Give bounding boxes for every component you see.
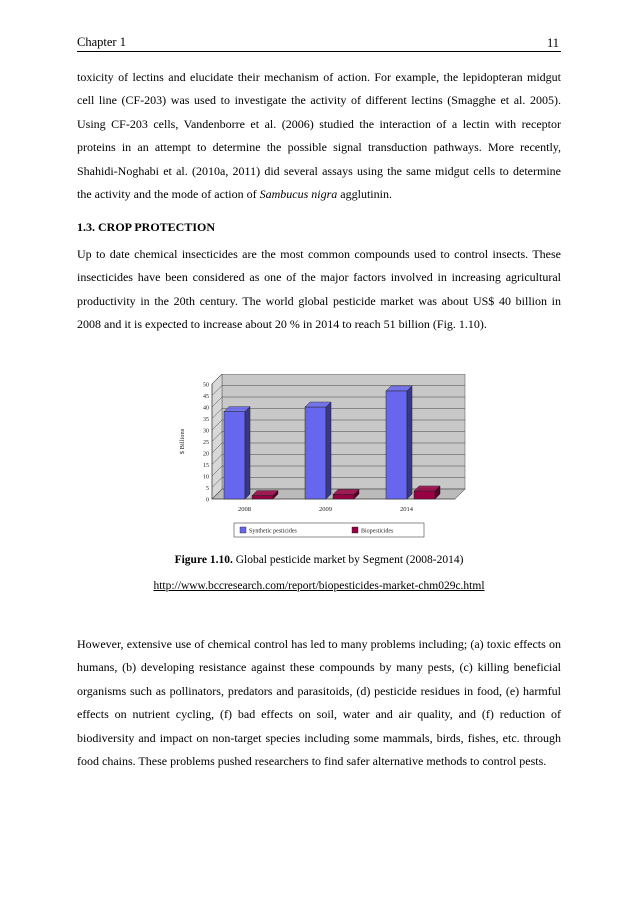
x-tick-label: 2008 (238, 506, 251, 513)
figure-caption (0, 554, 638, 566)
bar-top (414, 486, 440, 491)
y-tick-label: 40 (203, 405, 209, 412)
intro-text-end: agglutinin. (337, 187, 392, 202)
page-number: 11 (546, 36, 559, 50)
figure-caption-text: Global pesticide market by Segment (2008-2014) (232, 554, 464, 566)
bar-side (245, 407, 250, 499)
y-tick-label: 15 (203, 463, 209, 469)
bar-top (305, 402, 331, 407)
bar-side (326, 402, 331, 499)
y-tick-label: 50 (203, 382, 209, 389)
bar-top (386, 386, 412, 391)
pesticide-market-chart (176, 374, 466, 540)
bar-top (224, 407, 250, 412)
figure-source (0, 580, 638, 592)
figure-label: Figure 1.10. (174, 554, 233, 566)
bar-bio-front (252, 496, 273, 499)
header-rule (77, 51, 561, 52)
source-url-link[interactable]: http://www.bccresearch.com/report/biopesticides-market-chm029c.html (153, 580, 485, 592)
x-tick-label: 2009 (319, 506, 332, 513)
page-header (77, 33, 561, 53)
bar-top (333, 489, 359, 494)
bar-bio-front (414, 491, 435, 499)
legend-swatch (352, 527, 358, 533)
x-tick-label: 2014 (400, 506, 413, 513)
section-heading: 1.3. CROP PROTECTION (77, 220, 216, 234)
paragraph-problems: However, extensive use of chemical control has led to many problems including; (a) toxic effects on humans, (b) developing resistance against these compounds by many pests, (c) killing beneficial organisms such as pollinators, predators and parasitoids, (d) pesticide residues in food, (e) harmful effects on nutrient cycling, (f) bad effects on soil, water and air quality, and (f) reduction of biodiversity and impact on non-target species including some mammals, birds, fishes, etc. through food chains. These problems pushed researchers to find safer alternative methods to control pests. (77, 637, 561, 769)
y-tick-label: 25 (203, 440, 209, 446)
intro-text: toxicity of lectins and elucidate their mechanism of action. For example, the lepidopteran midgut cell line (CF-203) was used to investigate the activity of different lectins (Smagghe et al. 2005). Using CF-203 cells, Vandenborre et al. (2006) studied the interaction of a lectin with receptor proteins in an attempt to determine the possible signal transduction pathways. More recently, Shahidi-Noghabi et al. (2010a, 2011) did several assays using the same midgut cells to determine the activity and the mode of action of (77, 70, 561, 202)
y-tick-label: 10 (203, 474, 209, 481)
chapter-label: Chapter 1 (77, 35, 126, 49)
y-tick-label: 35 (203, 417, 209, 423)
y-tick-label: 45 (203, 394, 209, 400)
bar-side (407, 386, 412, 499)
paragraph-crop-protection: Up to date chemical insecticides are the most common compounds used to control insects. These insecticides have been considered as one of the major factors involved in increasing agricultural productivity in the 20th century. The world global pesticide market was about US$ 40 billion in 2008 and it is expected to increase about 20 % in 2014 to reach 51 billion (Fig. 1.10). (77, 247, 561, 332)
legend-label: Synthetic pesticides (249, 528, 297, 535)
bar-top (252, 491, 278, 496)
legend-label: Biopesticides (361, 528, 394, 535)
y-tick-label: 20 (203, 451, 209, 458)
bar-synthetic-front (224, 412, 245, 499)
y-tick-label: 5 (206, 486, 209, 492)
y-axis-label: $ Billions (179, 428, 186, 455)
legend-swatch (240, 527, 246, 533)
y-tick-label: 0 (206, 497, 209, 504)
intro-paragraph (77, 66, 561, 206)
bar-synthetic-front (305, 407, 326, 499)
bar-bio-front (333, 494, 354, 499)
y-tick-label: 30 (203, 428, 209, 435)
species-name: Sambucus nigra (259, 187, 338, 202)
bar-synthetic-front (386, 391, 407, 499)
